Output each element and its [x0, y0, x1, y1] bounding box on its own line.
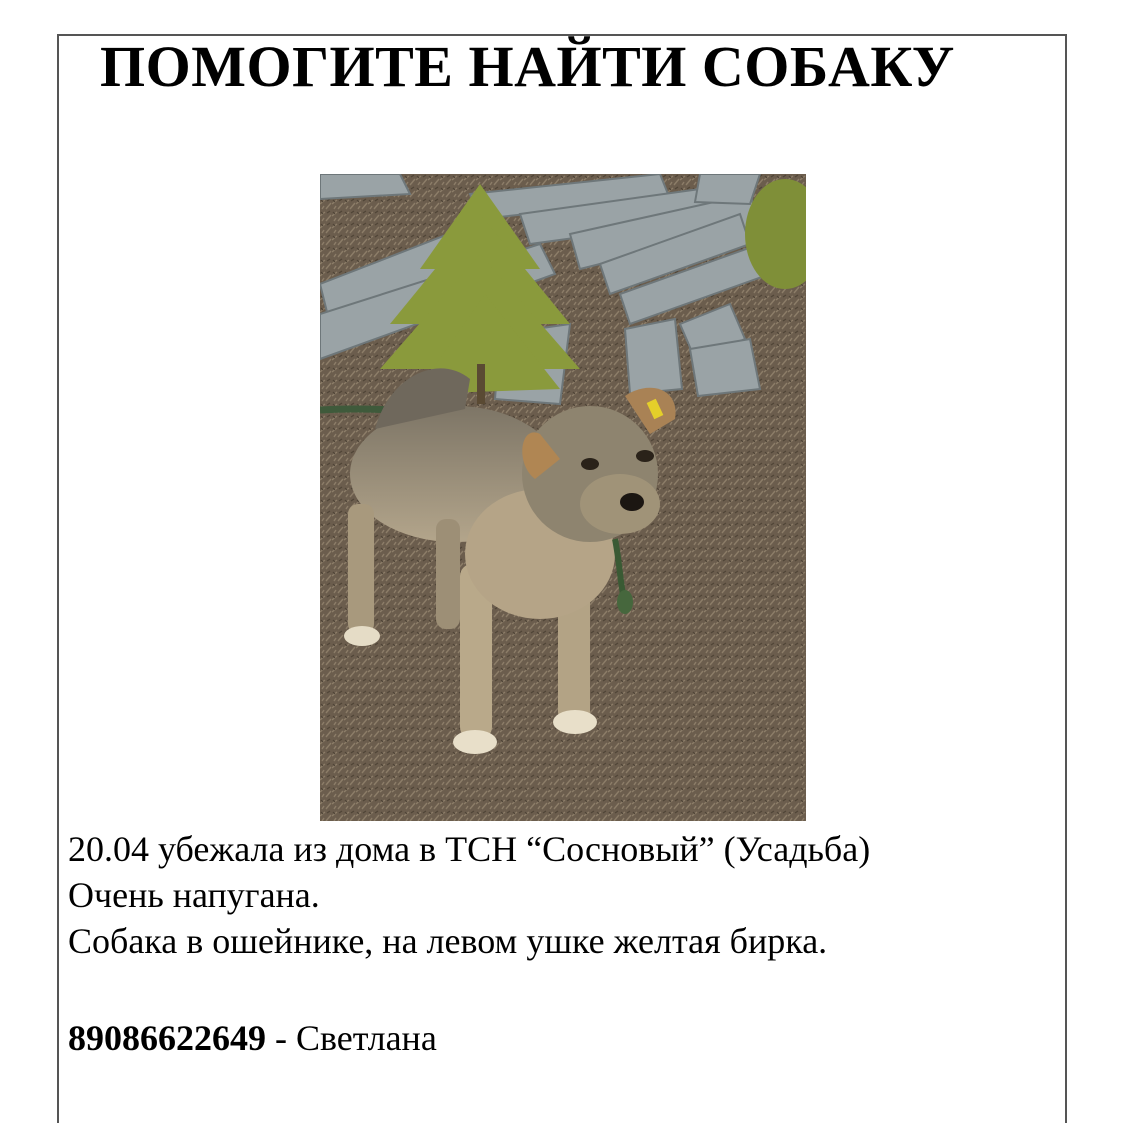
contact-name: Светлана	[296, 1018, 437, 1058]
contact-phone: 89086622649	[68, 1018, 266, 1058]
description-line-scared: Очень напугана.	[68, 875, 320, 915]
description	[68, 826, 870, 964]
contact-line	[68, 1015, 437, 1061]
dog-photo	[320, 174, 806, 821]
contact-separator: -	[266, 1018, 296, 1058]
poster-title: ПОМОГИТЕ НАЙТИ СОБАКУ	[100, 34, 955, 99]
description-line-collar: Собака в ошейнике, на левом ушке желтая бирка.	[68, 921, 828, 961]
description-line-date: 20.04 убежала из дома в ТСН “Сосновый” (Усадьба)	[68, 829, 871, 869]
